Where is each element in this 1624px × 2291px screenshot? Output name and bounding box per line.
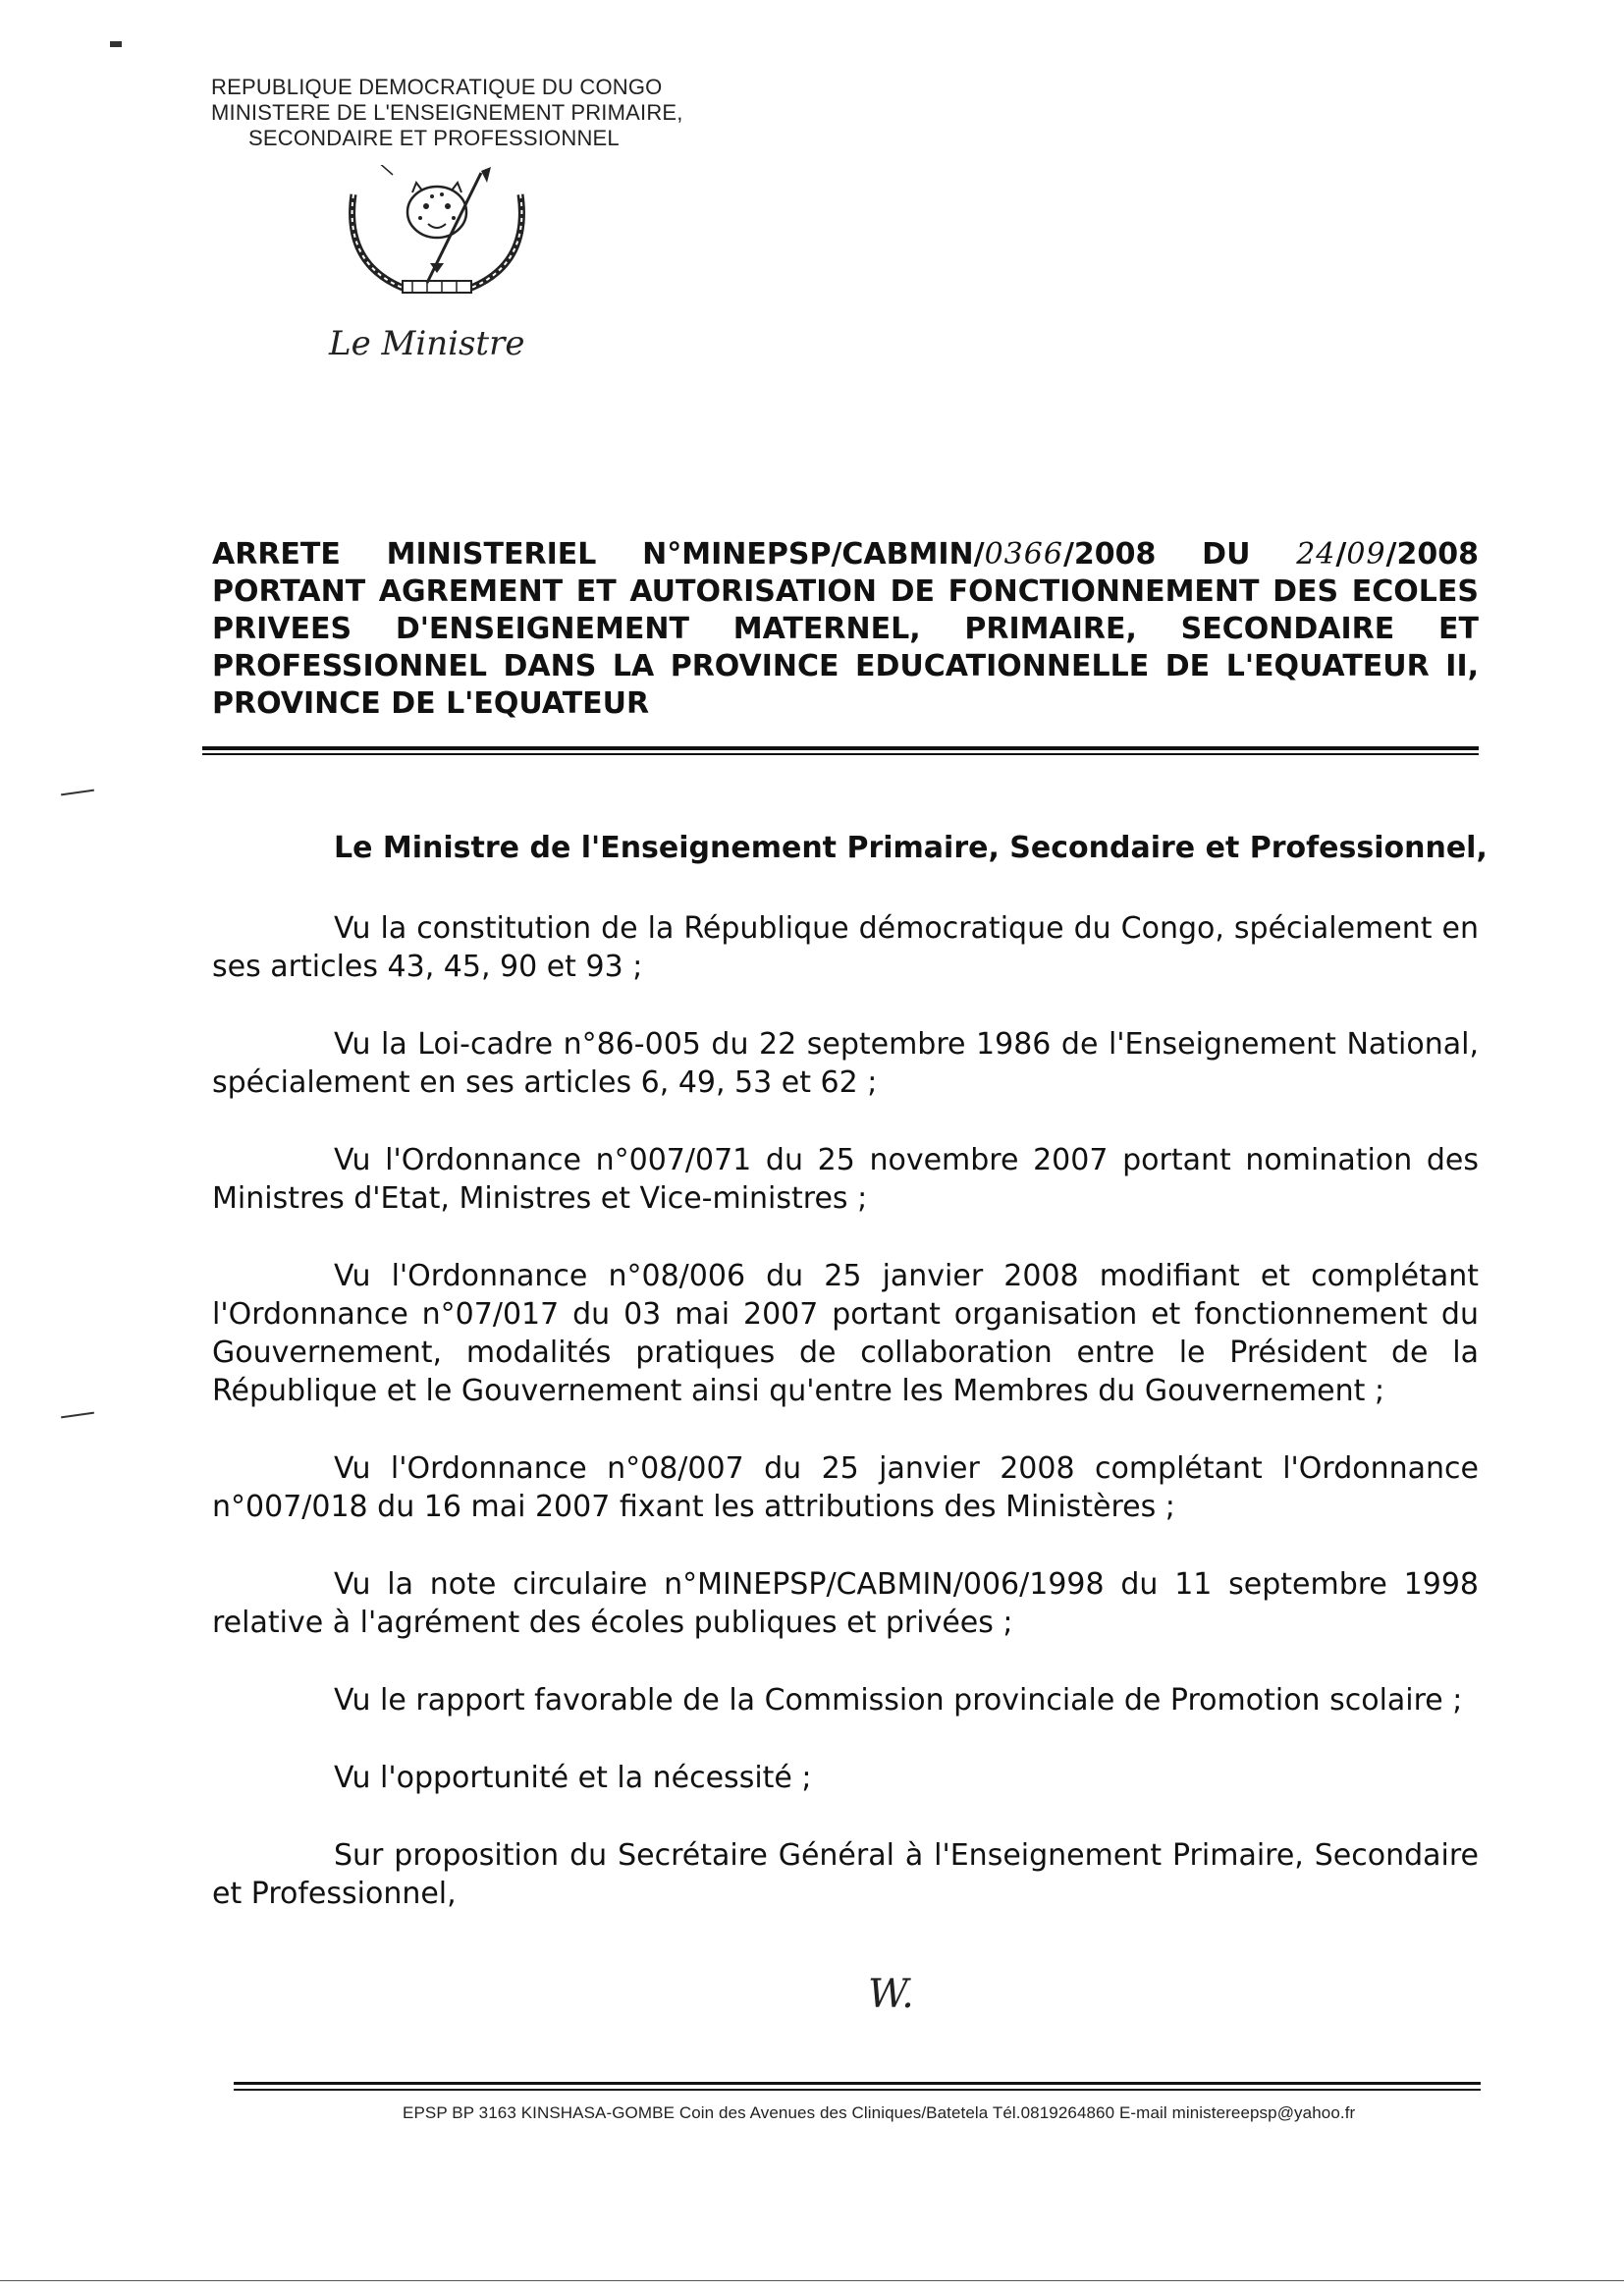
footer-divider: [234, 2082, 1481, 2085]
title-divider-thin: [202, 753, 1479, 755]
preamble-paragraph: Vu la constitution de la République démocratique du Congo, spécialement en ses articles 43, 45, 90 et 93 ;: [212, 911, 1479, 984]
letterhead-ministry: MINISTERE DE L'ENSEIGNEMENT PRIMAIRE,: [211, 100, 683, 125]
decree-title-line-5: PROVINCE DE L'EQUATEUR: [212, 686, 650, 721]
letterhead-country: REPUBLIQUE DEMOCRATIQUE DU CONGO: [211, 75, 663, 99]
decree-title: [212, 536, 1479, 723]
footer-address: EPSP BP 3163 KINSHASA-GOMBE Coin des Avenues des Cliniques/Batetela Tél.0819264860 E-mail ministereepsp@yahoo.fr: [403, 2103, 1356, 2122]
margin-mark: [61, 790, 94, 796]
margin-mark: [110, 41, 122, 47]
decree-year: /2008: [1385, 537, 1479, 572]
decree-title-line-4: PROFESSIONNEL DANS LA PROVINCE EDUCATIONNELLE DE L'EQUATEUR II,: [212, 649, 1479, 683]
preamble-paragraph: Vu l'Ordonnance n°007/071 du 25 novembre 2007 portant nomination des Ministres d'Etat, Ministres et Vice-ministres ;: [212, 1143, 1479, 1216]
margin-mark: [61, 1412, 94, 1419]
handwritten-initials: W.: [868, 1972, 914, 2017]
minister-heading: Le Ministre de l'Enseignement Primaire, Secondaire et Professionnel,: [334, 831, 1488, 865]
coat-of-arms-emblem: [334, 165, 540, 312]
preamble-paragraph: Vu le rapport favorable de la Commission provinciale de Promotion scolaire ;: [334, 1683, 1463, 1718]
preamble-paragraph: Vu l'Ordonnance n°08/007 du 25 janvier 2008 complétant l'Ordonnance n°007/018 du 16 mai 2007 fixant les attributions des Ministères ;: [212, 1451, 1479, 1524]
preamble-paragraph: Sur proposition du Secrétaire Général à l'Enseignement Primaire, Secondaire et Professionnel,: [212, 1838, 1479, 1911]
decree-number-handwritten: 0366: [984, 537, 1063, 572]
decree-day-handwritten: 24: [1296, 537, 1336, 572]
decree-preamble: [212, 909, 1479, 1952]
decree-number-prefix: ARRETE MINISTERIEL N°MINEPSP/CABMIN/: [212, 537, 985, 572]
page-bottom-line: [0, 2280, 1624, 2281]
decree-month-handwritten: 09: [1346, 537, 1386, 572]
letterhead-ministry-cont: SECONDAIRE ET PROFESSIONNEL: [248, 126, 620, 150]
letterhead: [211, 75, 761, 151]
preamble-paragraph: Vu la Loi-cadre n°86-005 du 22 septembre 1986 de l'Enseignement National, spécialement en ses articles 6, 49, 53 et 62 ;: [212, 1027, 1479, 1100]
signatory-title: Le Ministre: [329, 324, 525, 363]
decree-title-line-3: PRIVEES D'ENSEIGNEMENT MATERNEL, PRIMAIRE, SECONDAIRE ET: [212, 612, 1479, 646]
title-divider: [202, 746, 1479, 750]
decree-title-line-2: PORTANT AGREMENT ET AUTORISATION DE FONCTIONNEMENT DES ECOLES: [212, 574, 1479, 609]
decree-date-prefix: /2008 DU: [1062, 537, 1297, 572]
decree-date-separator: /: [1335, 537, 1347, 572]
footer-divider-thin: [234, 2089, 1481, 2091]
preamble-paragraph: Vu l'opportunité et la nécessité ;: [334, 1761, 812, 1795]
decree-title-line-1: [212, 536, 1479, 573]
preamble-paragraph: Vu l'Ordonnance n°08/006 du 25 janvier 2008 modifiant et complétant l'Ordonnance n°07/017 du 03 mai 2007 portant organisation et fonctionnement du Gouvernement, modalités pratiques de collaboration entre le Président de la République et le Gouvernement ainsi qu'entre les Membres du Gouvernement ;: [212, 1259, 1479, 1408]
preamble-paragraph: Vu la note circulaire n°MINEPSP/CABMIN/006/1998 du 11 septembre 1998 relative à l'agrément des écoles publiques et privées ;: [212, 1567, 1479, 1640]
